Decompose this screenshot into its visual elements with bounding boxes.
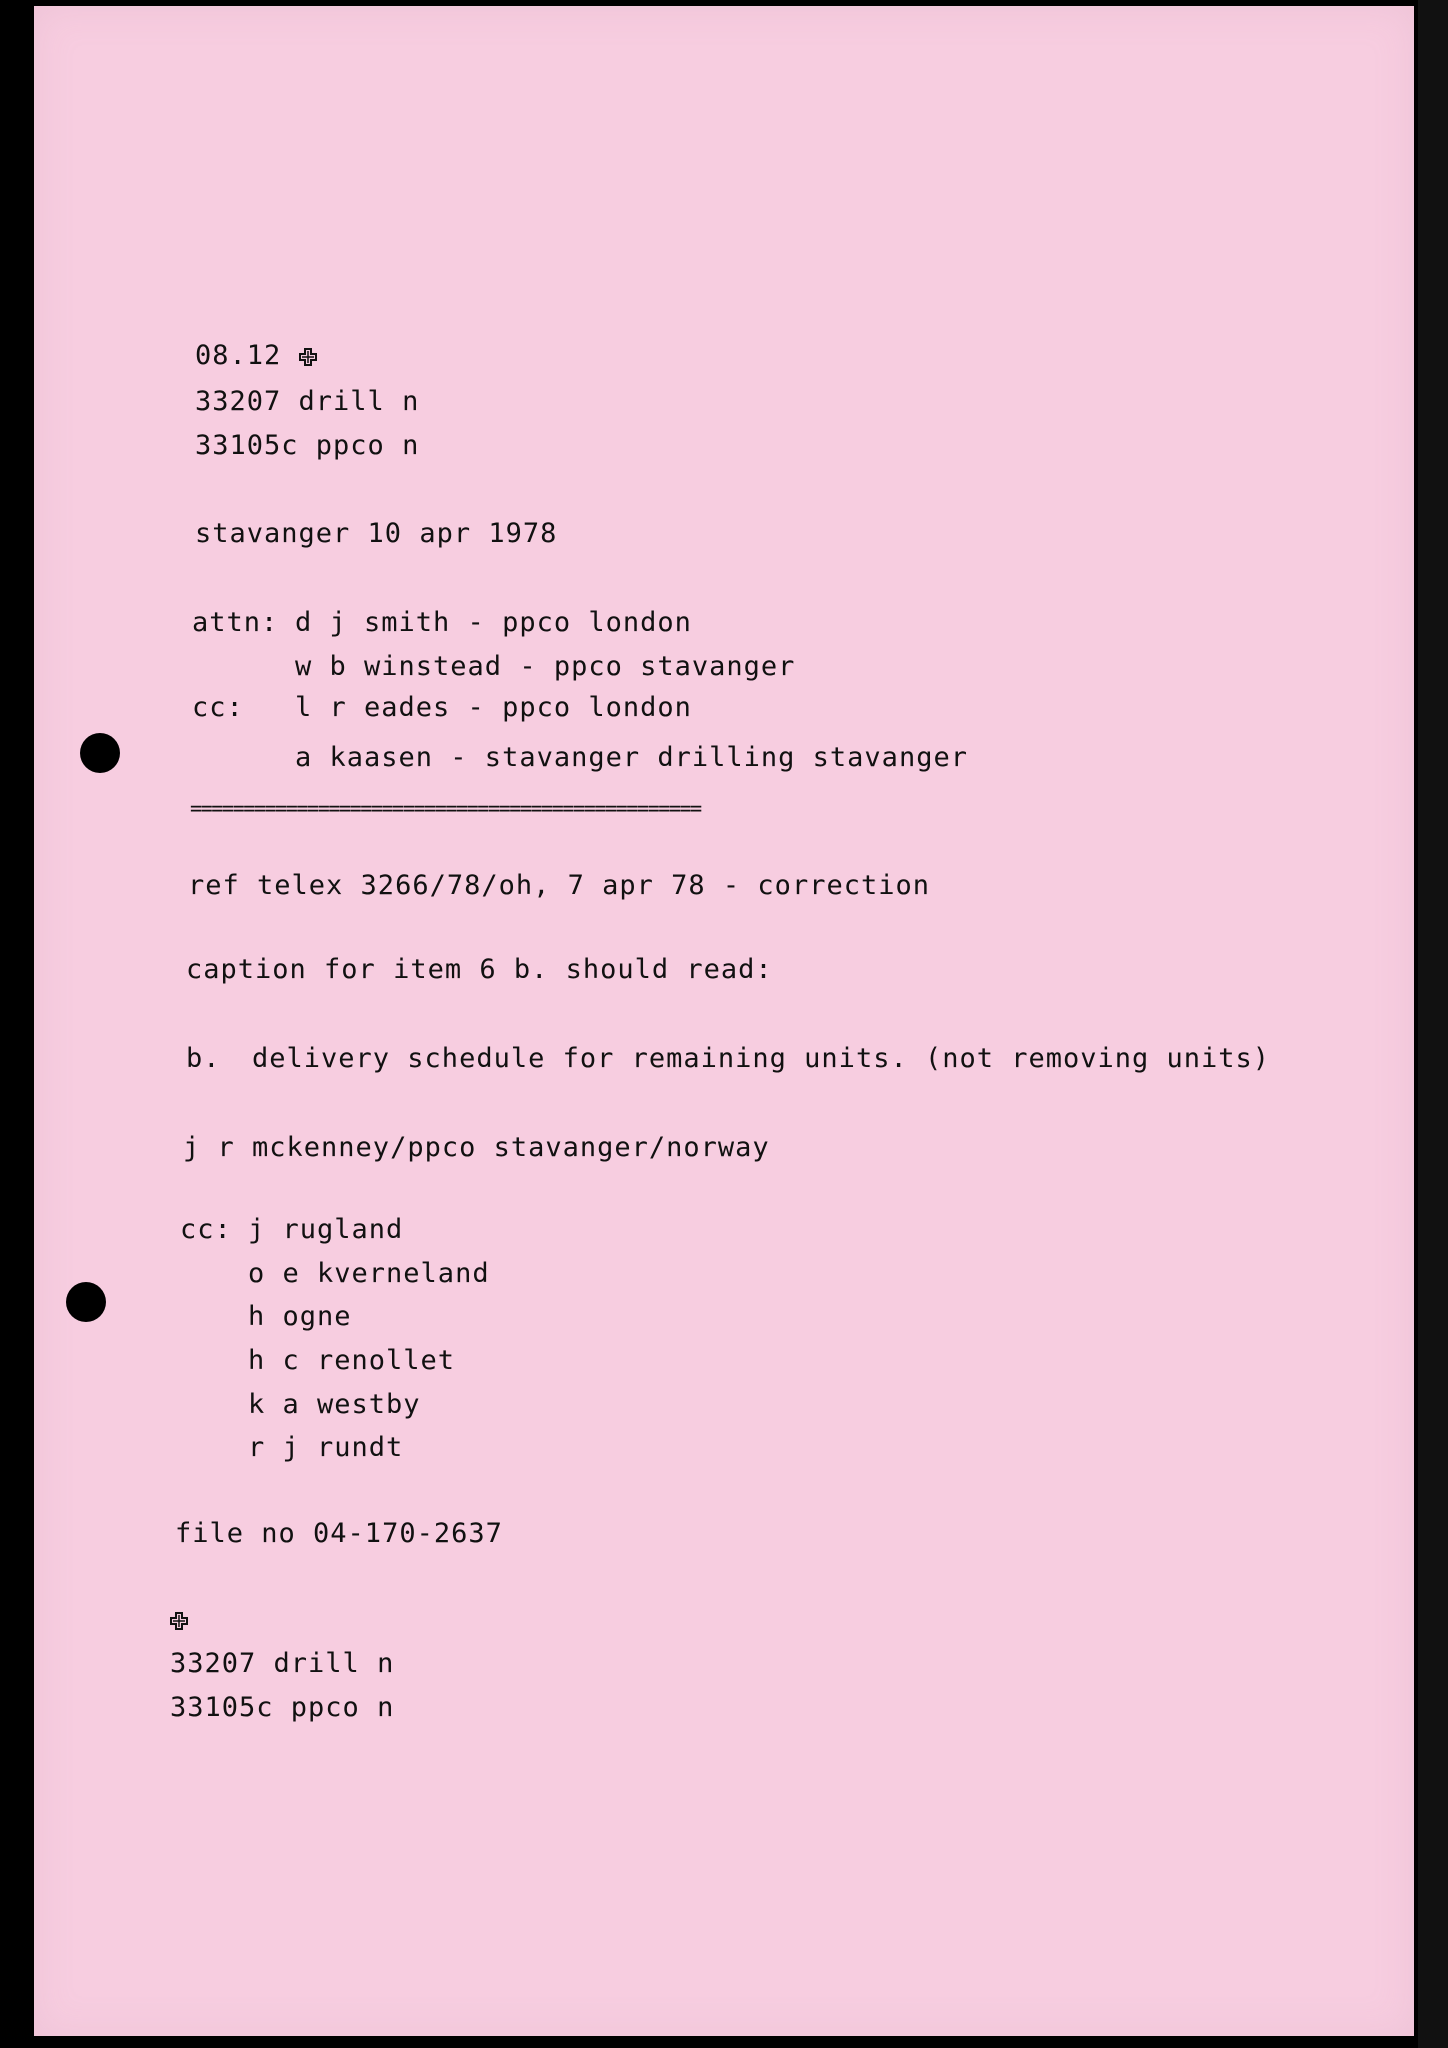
end-mark (170, 1604, 188, 1635)
place-date: stavanger 10 apr 1978 (195, 518, 558, 549)
distribution-name: j rugland (248, 1214, 404, 1245)
signature-line: j r mckenney/ppco stavanger/norway (183, 1132, 770, 1163)
cross-icon (299, 348, 317, 366)
item-text: delivery schedule for remaining units. (not removing units) (252, 1043, 1271, 1074)
cross-icon (170, 1612, 188, 1630)
distribution-name: h ogne (248, 1301, 352, 1332)
separator-rule: ================================================ (190, 796, 701, 820)
reference-line: ref telex 3266/78/oh, 7 apr 78 - correction (188, 870, 930, 901)
cc-label: cc: (192, 692, 244, 723)
punch-hole-lower (66, 1282, 106, 1322)
attn-line-2: w b winstead - ppco stavanger (295, 651, 796, 682)
header-time: 08.12 (195, 340, 282, 371)
telex-page (34, 6, 1414, 2036)
cc-line-2: a kaasen - stavanger drilling stavanger (295, 742, 968, 773)
header-time-line (195, 340, 317, 371)
punch-hole-upper (80, 733, 120, 773)
item-label: b. (186, 1043, 221, 1074)
file-number: file no 04-170-2637 (175, 1518, 503, 1549)
distribution-name: o e kverneland (248, 1258, 490, 1289)
scan-edge (1418, 0, 1448, 2048)
distribution-cc-label: cc: (180, 1214, 232, 1245)
caption-line: caption for item 6 b. should read: (186, 954, 773, 985)
footer-answerback-1: 33207 drill n (170, 1648, 395, 1679)
attn-label: attn: (192, 607, 279, 638)
cc-line-1: l r eades - ppco london (295, 692, 692, 723)
footer-answerback-2: 33105c ppco n (170, 1692, 395, 1723)
header-answerback-2: 33105c ppco n (195, 430, 420, 461)
header-answerback-1: 33207 drill n (195, 386, 420, 417)
attn-line-1: d j smith - ppco london (295, 607, 692, 638)
distribution-name: h c renollet (248, 1345, 456, 1376)
distribution-name: r j rundt (248, 1432, 404, 1463)
distribution-name: k a westby (248, 1389, 421, 1420)
